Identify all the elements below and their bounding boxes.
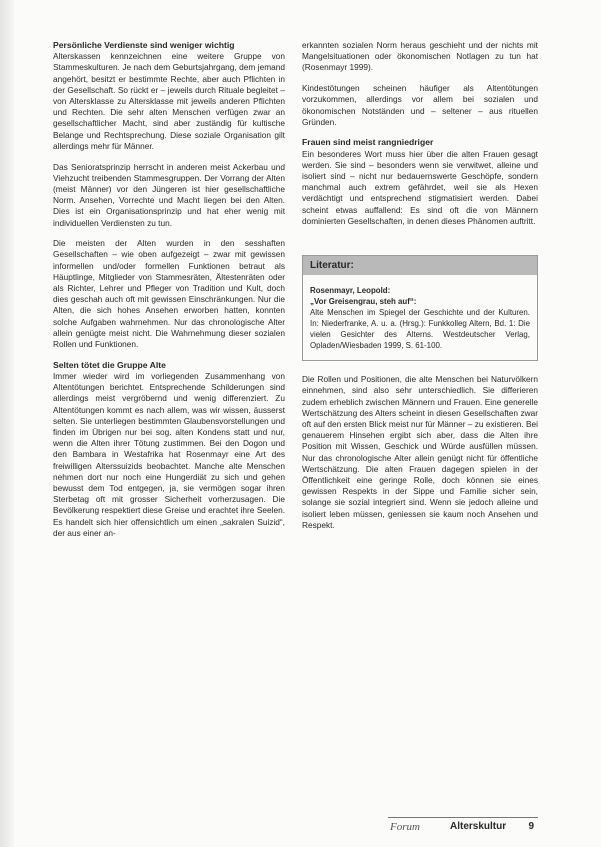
literature-author: Rosenmayr, Leopold:	[310, 286, 391, 296]
section-verdienste	[53, 40, 285, 152]
literature-details: Alte Menschen im Spiegel der Geschichte und der Kulturen. In: Niederfranke, A. u. a. (Hrsg.): Funkkolleg Altern, Bd. 1: Die vielen Gesichter des Alterns. Westdeutscher Verlag, Opladen/Wiesbaden 1999, S. 61-100.	[310, 308, 530, 351]
page-number: 9	[528, 821, 534, 832]
section-name: Alterskultur	[450, 821, 507, 832]
heading-altentoetung: Selten tötet die Gruppe Alte	[53, 359, 166, 370]
section-frauen	[302, 137, 538, 227]
magazine-logo: Forum	[390, 821, 420, 833]
section-altentoetung	[53, 360, 285, 539]
paragraph: Immer wieder wird im vorliegenden Zusammenhang von Altentötungen berichtet. Entsprechende Schilderungen sind allerdings meist vergröbernd und wenig differenziert. Zu Altentötungen kommt es nach allem, was wir wissen, äusserst selten. Sie unterliegen bestimmten Glaubensvorstellungen und finden im Übrigen nur bei sog. alten Kondens statt und nur, wenn die Alten ihrer Tötung zustimmen. Bei den Dogon und den Bambara in Westafrika hat Rosenmayr eine Art des freiwilligen Alterssuizids beobachtet. Manche alte Menschen nehmen dort nur noch eine Hungerdiät zu sich und gehen bewusst dem Tod entgegen, ja, sie vermögen sogar ihren Sterbetag oft mit grosser Sicherheit vorherzusagen. Die Bevölkerung respektiert diese Greise und erachtet ihre Seelen. Es handelt sich hier offensichtlich um einen „sakralen Suizid“, der aus einer an-	[53, 370, 285, 538]
paragraph: Das Senioratsprinzip herrscht in anderen meist Ackerbau und Viehzucht treibenden Stammesgruppen. Der Vorrang der Alten (meist Männer) vor den Jüngeren ist hier gesellschaftliche Norm. Ansehen, Vorrechte und Macht liegen bei den Alten. Dies ist ein Organisationsprinzip und hat eher wenig mit individuellen Verdiensten zu tun.	[53, 161, 285, 228]
paragraph: Ein besonderes Wort muss hier über die alten Frauen gesagt werden. Sie sind – besonders wenn sie verwitwet, alleine und isoliert sind – nicht nur bedauernswerte Geschöpfe, sondern manchmal auch extrem gefährdet, weil sie als Hexen verdächtigt und entsprechend stigmatisiert werden. Dabei scheint etwas auffallend: Es sind oft die von Männern dominierten Gesellschaften, in denen dieses Phänomen auftritt.	[302, 148, 538, 226]
paragraph: erkannten sozialen Norm heraus geschieht und der nichts mit Mangelsituationen oder ökonomischen Notlagen zu tun hat (Rosenmayr 1999).	[302, 40, 538, 73]
page-binding-edge	[0, 0, 14, 847]
heading-verdienste: Persönliche Verdienste sind weniger wichtig	[53, 40, 235, 50]
literature-title: Literatur:	[303, 256, 537, 275]
paragraph: Die meisten der Alten wurden in den sesshaften Gesellschaften – wie oben aufgezeigt – zwar mit gewissen informellen und/oder formellen Funktionen betraut als Häuptlinge, Mitglieder von Stammesräten, Ältestenräten oder als Richter, Lehrer und Pfleger von Tradition und Kult, doch dies geschah auch oft mit gewissen Einschränkungen. Nur die Alten, die sich hohes Ansehen erworben hatten, konnten solche Aufgaben wahrnehmen. Nur das chronologische Alter allein genügte meist nicht. Die Wahrnehmung dieser sozialen Rollen und Funktionen.	[53, 238, 285, 350]
paragraph: Alterskassen kennzeichnen eine weitere Gruppe von Stammeskulturen. Je nach dem Geburtsjahrgang, dem jemand angehört, besitzt er bestimmte Rechte, aber auch Pflichten in der Gesellschaft. So rückt er – jeweils durch Rituale begleitet – von Altersklasse zu Altersklasse mit jeweils anderen Pflichten und Rechten. Die sehr alten Menschen verfügen zwar an gesellschaftlicher Macht, sind aber zuständig für kultische Belange und Rechtsprechung. Diese soziale Organisation gilt allerdings mehr für Männer.	[53, 51, 285, 151]
literature-box	[302, 255, 538, 361]
paragraph: Kindestötungen scheinen häufiger als Altentötungen vorzukommen, allerdings vor allem bei sozialen und ökonomischen Notständen und – seltener – aus rituellen Gründen.	[302, 83, 538, 127]
left-column	[53, 40, 285, 549]
literature-work-title: „Vor Greisengrau, steh auf“:	[310, 297, 417, 307]
paragraph: Die Rollen und Positionen, die alte Menschen bei Naturvölkern einnehmen, sind also sehr unterschiedlich. Sie differieren zudem erheblich zwischen Männern und Frauen. Eine generelle Wertschätzung des Alters scheint in diesen Gesellschaften zwar oft auf den ersten Blick meist nur für Männer – zu existieren. Bei genauerem Hinsehen ergibt sich aber, dass die Alten ihre Position mit Wissen, Geschick und Würde ausfüllen müssen. Nur das chronologische Alter allein genügt nicht für öffentliche Wertschätzung. Die alten Frauen dagegen spielen in der Öffentlichkeit eine geringe Rolle, doch können sie eines gewissen Respekts in der Sippe und Familie sicher sein, solange sie sozial integriert sind. Wenn sie jedoch alleine und isoliert leben müssen, geniessen sie kaum noch Ansehen und Respekt.	[302, 374, 538, 530]
right-column	[302, 40, 538, 541]
heading-frauen: Frauen sind meist rangniedriger	[302, 137, 434, 148]
page-footer	[388, 817, 538, 836]
literature-entry	[303, 275, 537, 360]
